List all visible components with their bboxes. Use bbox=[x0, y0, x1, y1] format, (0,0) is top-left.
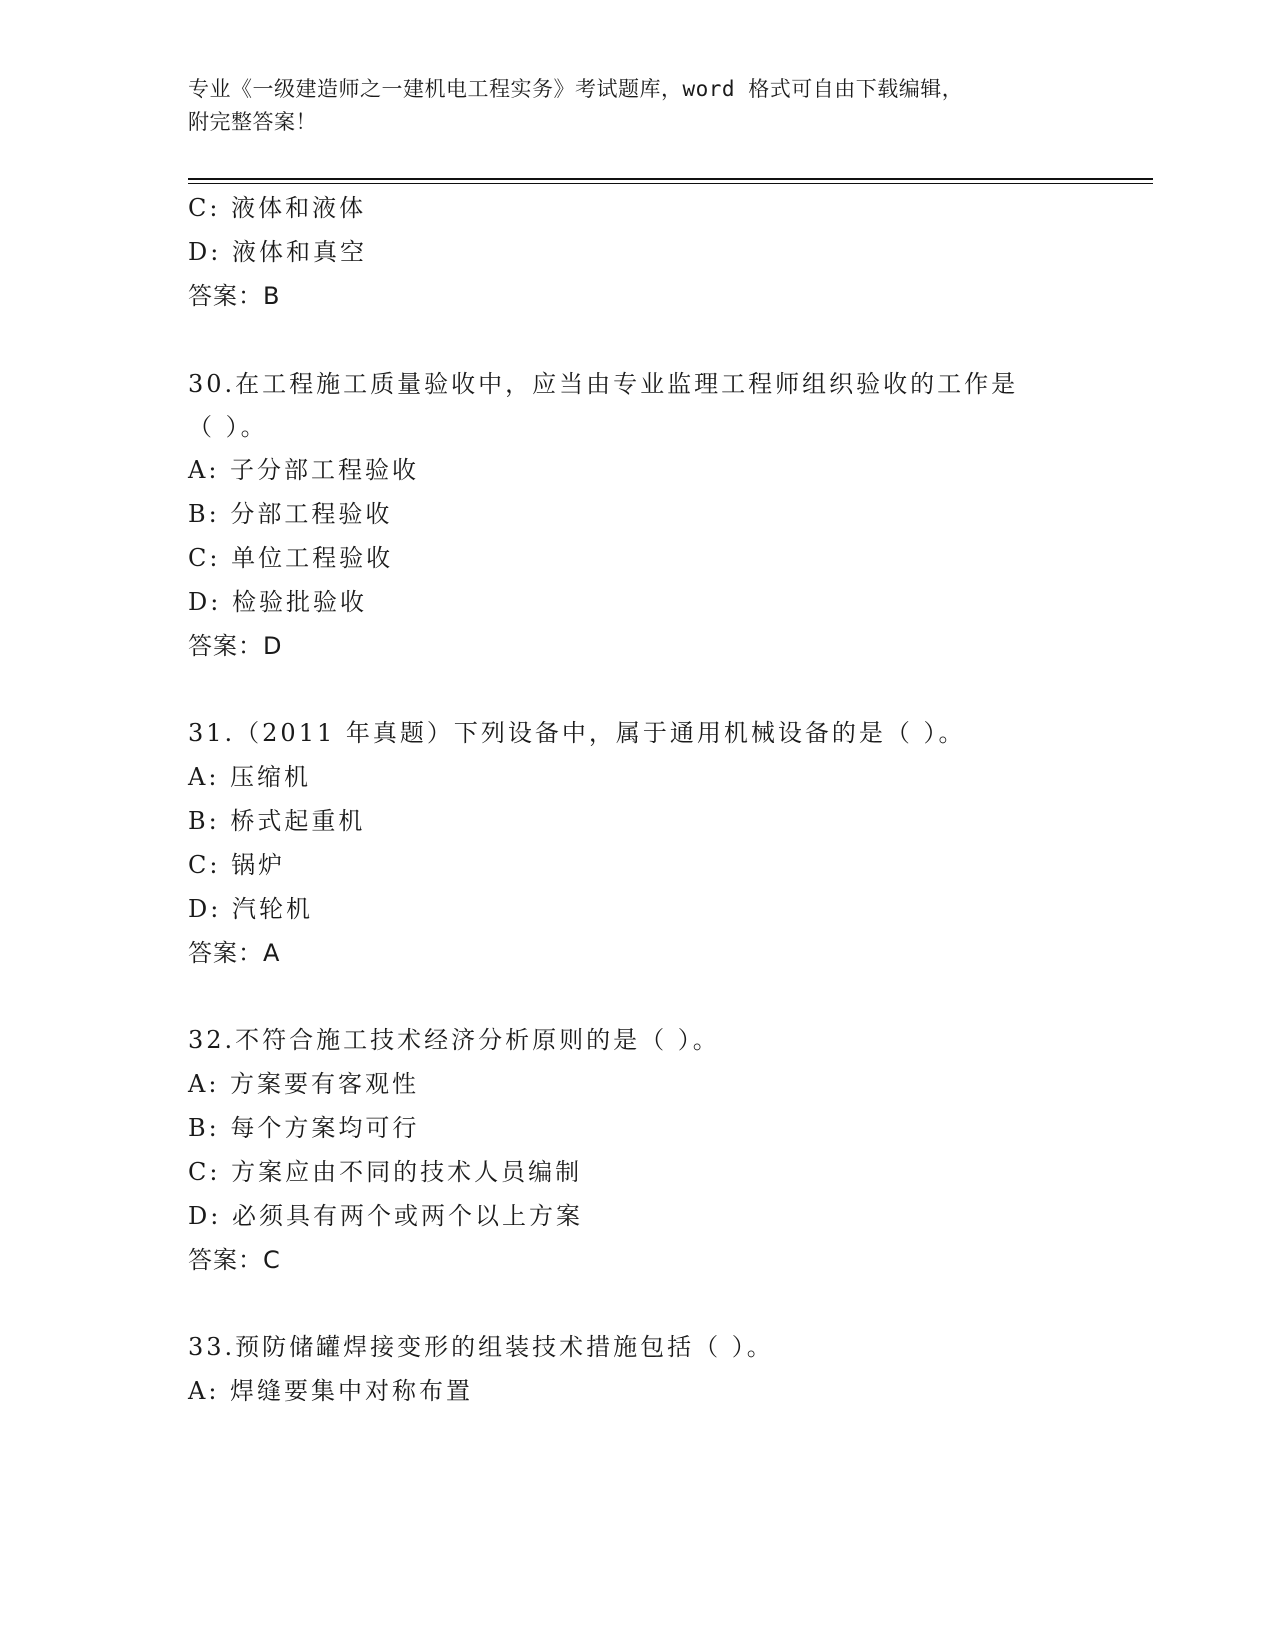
question-30-option-c: C: 单位工程验收 bbox=[188, 544, 394, 572]
document-header bbox=[188, 73, 1068, 139]
question-30-option-d: D: 检验批验收 bbox=[188, 588, 367, 616]
answer-line: 答案：B bbox=[188, 282, 281, 310]
header-line-2: 附完整答案！ bbox=[188, 110, 317, 134]
question-30-option-a: A: 子分部工程验收 bbox=[188, 456, 420, 484]
question-30-stem-cont: （ ）。 bbox=[188, 413, 268, 441]
question-30-option-b: B: 分部工程验收 bbox=[188, 500, 393, 528]
question-33-stem: 33.预防储罐焊接变形的组装技术措施包括（ ）。 bbox=[188, 1333, 774, 1361]
question-31-option-c: C: 锅炉 bbox=[188, 851, 286, 879]
question-30-stem: 30.在工程施工质量验收中，应当由专业监理工程师组织验收的工作是 bbox=[188, 370, 1019, 398]
question-31-option-a: A: 压缩机 bbox=[188, 763, 312, 791]
option-d: D: 液体和真空 bbox=[188, 238, 367, 266]
header-divider-thin bbox=[188, 183, 1153, 184]
header-divider-thick bbox=[188, 178, 1153, 180]
question-32-stem: 32.不符合施工技术经济分析原则的是（ ）。 bbox=[188, 1026, 720, 1054]
question-32-option-b: B: 每个方案均可行 bbox=[188, 1114, 420, 1142]
question-31-stem: 31.（2011 年真题）下列设备中，属于通用机械设备的是（ ）。 bbox=[188, 719, 966, 747]
question-31-option-d: D: 汽轮机 bbox=[188, 895, 313, 923]
question-32-answer: 答案：C bbox=[188, 1246, 281, 1274]
header-line-1: 专业《一级建造师之一建机电工程实务》考试题库，word 格式可自由下载编辑， bbox=[188, 77, 964, 101]
question-32-option-a: A: 方案要有客观性 bbox=[188, 1070, 420, 1098]
question-33-option-a: A: 焊缝要集中对称布置 bbox=[188, 1377, 474, 1405]
question-32-option-c: C: 方案应由不同的技术人员编制 bbox=[188, 1158, 583, 1186]
option-c: C: 液体和液体 bbox=[188, 194, 367, 222]
question-30-answer: 答案：D bbox=[188, 632, 283, 660]
question-31-answer: 答案：A bbox=[188, 939, 281, 967]
question-32-option-d: D: 必须具有两个或两个以上方案 bbox=[188, 1202, 583, 1230]
question-31-option-b: B: 桥式起重机 bbox=[188, 807, 366, 835]
